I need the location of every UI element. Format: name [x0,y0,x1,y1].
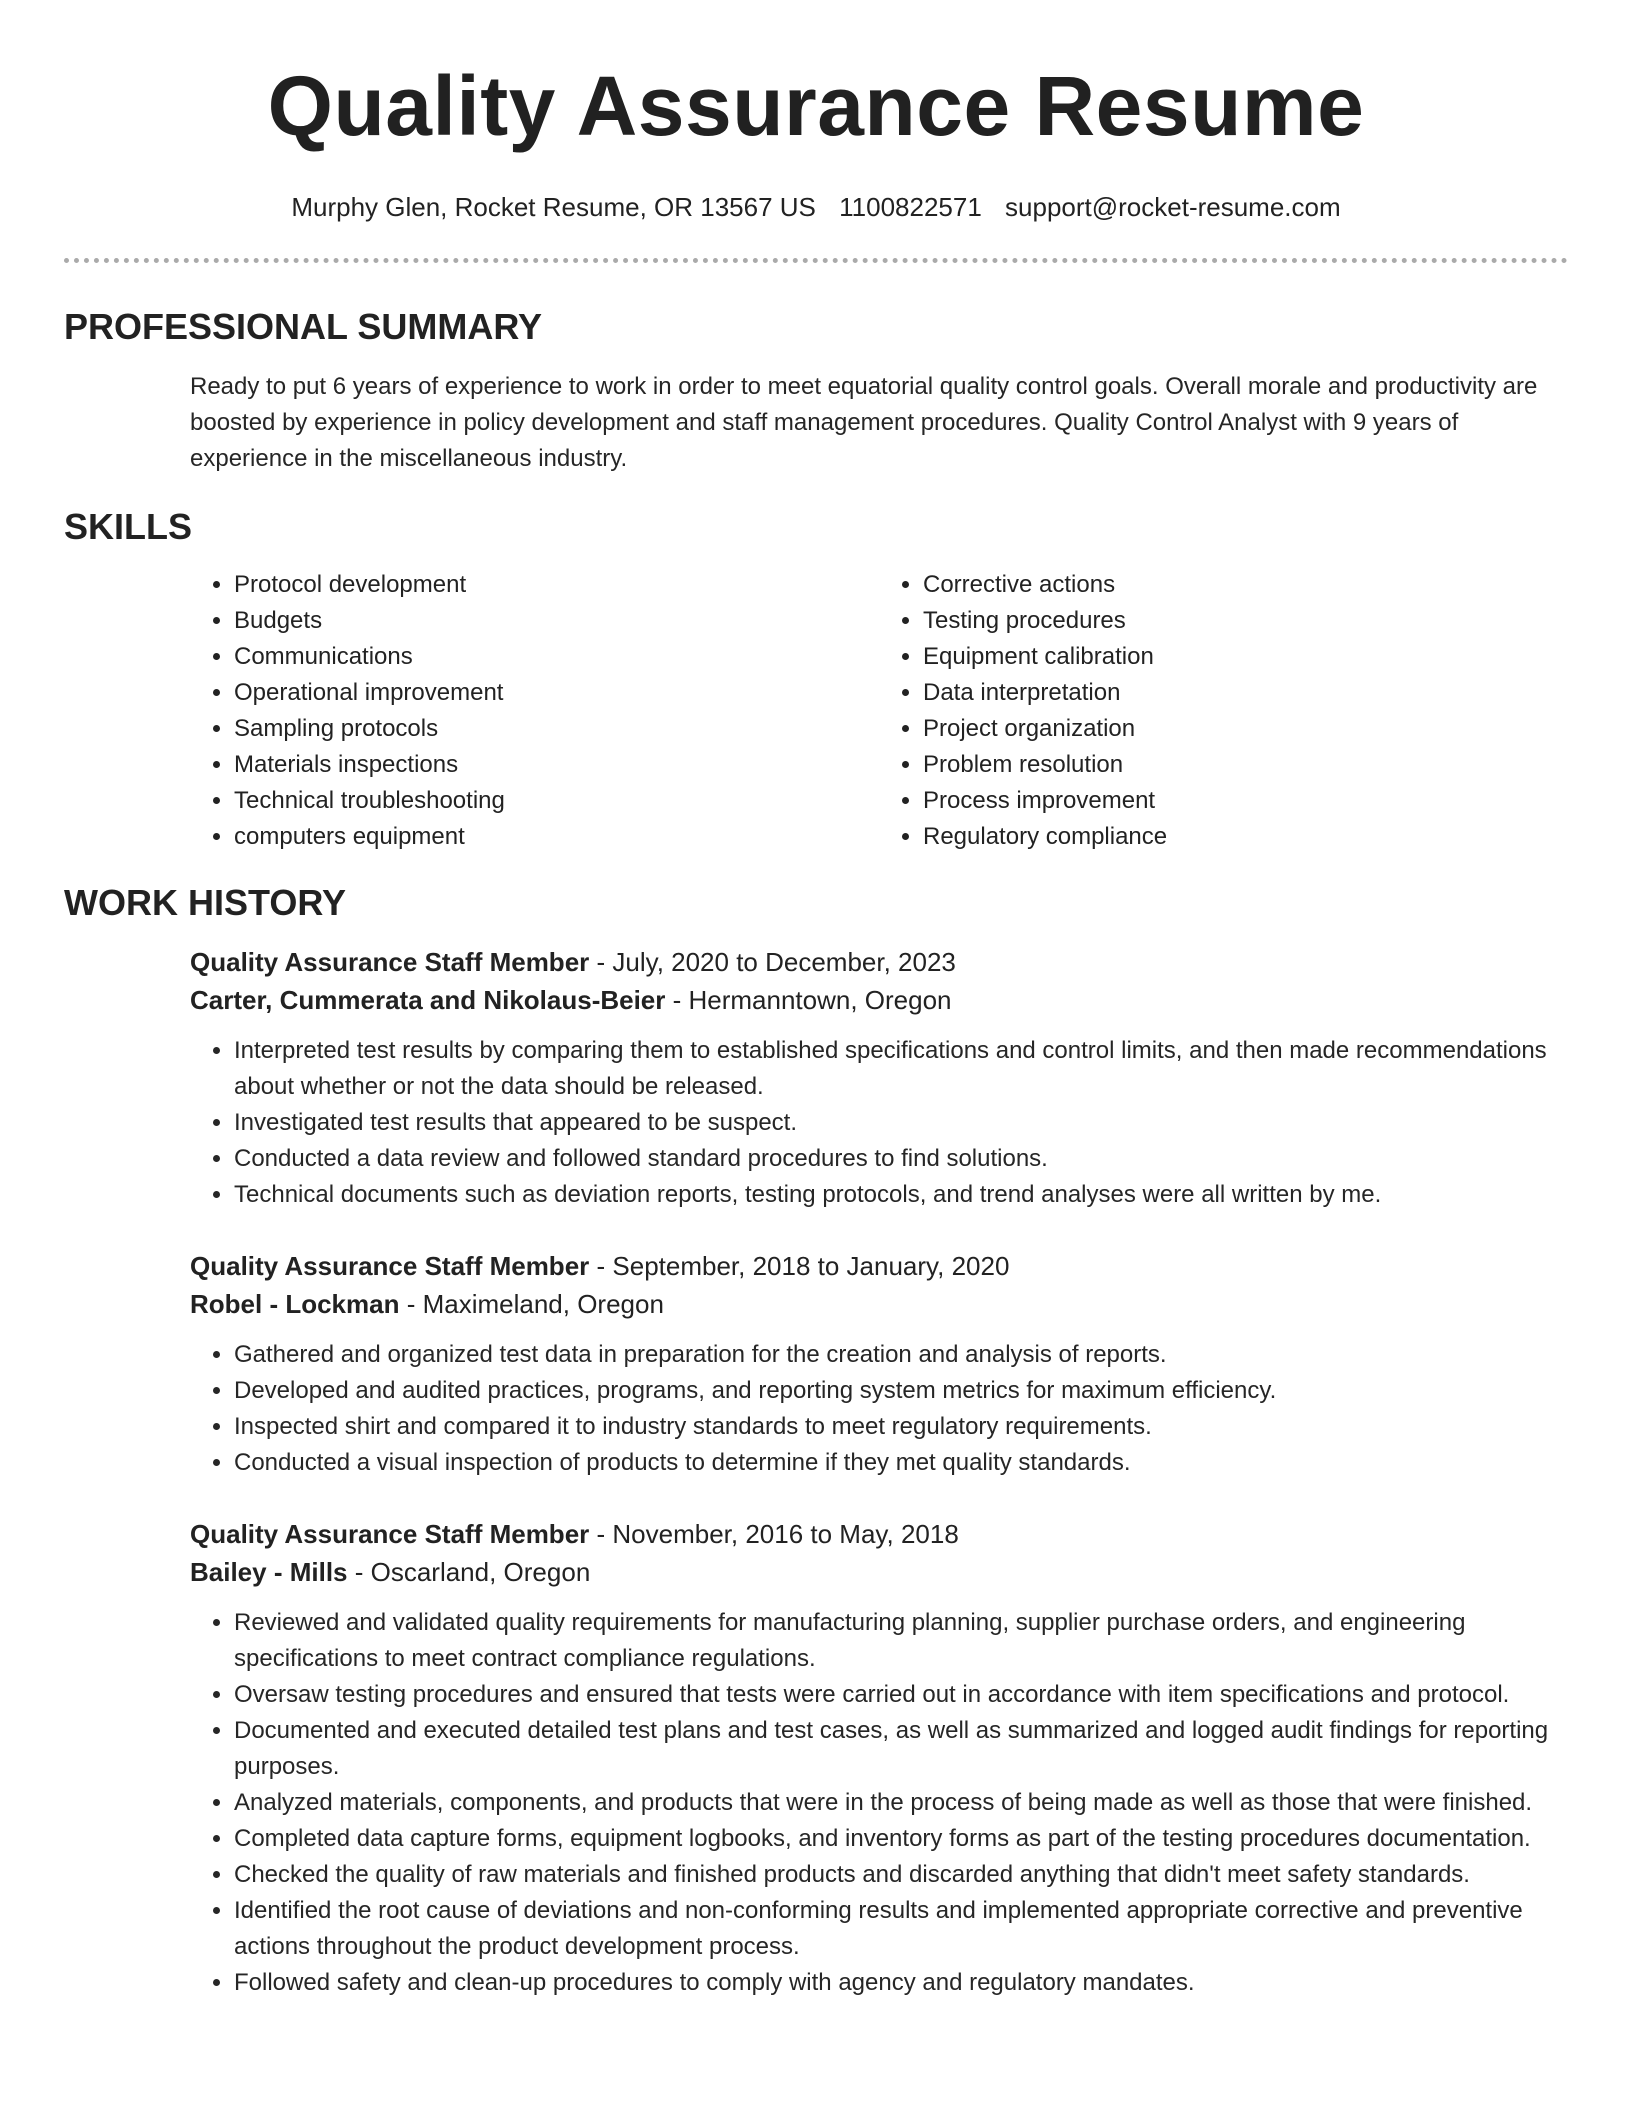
job-bullet: • Followed safety and clean-up procedures to comply with agency and regulatory mandates. [234,1965,1568,2001]
job-bullet-list [190,1033,1568,1213]
job-bullet: • Developed and audited practices, programs, and reporting system metrics for maximum efficiency. [234,1373,1568,1409]
skill-item: • Data interpretation [923,675,1568,711]
contact-phone: 1100822571 [839,192,982,222]
summary-text: Ready to put 6 years of experience to work in order to meet equatorial quality control goals. Overall morale and productivity are boosted by experience in policy development and staff management procedures. Quality Control Analyst with 9 years of experience in the miscellaneous industry. [190,373,1538,472]
job-company-line [190,1285,1568,1323]
skills-columns [190,567,1568,855]
job-bullet: • Oversaw testing procedures and ensured that tests were carried out in accordance with item specifications and protocol. [234,1677,1568,1713]
job-company-line [190,981,1568,1019]
job-title-line [190,1247,1568,1285]
skill-item: • Corrective actions [923,567,1568,603]
job-bullet: • Conducted a data review and followed standard procedures to find solutions. [234,1141,1568,1177]
job-company: Robel - Lockman [190,1289,400,1319]
job-bullet: • Investigated test results that appeared to be suspect. [234,1105,1568,1141]
job-entry [190,1515,1568,2001]
job-dates: - July, 2020 to December, 2023 [589,947,956,977]
skills-list-right [879,567,1568,855]
job-bullet: • Identified the root cause of deviations and non-conforming results and implemented appropriate corrective and preventive actions throughout the product development process. [234,1893,1568,1965]
job-title: Quality Assurance Staff Member [190,947,590,977]
skill-item: • computers equipment [234,819,879,855]
job-company: Bailey - Mills [190,1557,348,1587]
contact-address: Murphy Glen, Rocket Resume, OR 13567 US [291,192,816,222]
skill-item: • Communications [234,639,879,675]
job-location: - Oscarland, Oregon [347,1557,591,1587]
section-heading-summary: PROFESSIONAL SUMMARY [64,306,543,347]
job-location: - Hermanntown, Oregon [665,985,952,1015]
job-dates: - November, 2016 to May, 2018 [589,1519,959,1549]
professional-summary-section [64,305,1568,477]
work-history-section [64,881,1568,2001]
job-bullet-list [190,1605,1568,2001]
job-bullet-list [190,1337,1568,1481]
job-title: Quality Assurance Staff Member [190,1519,590,1549]
job-title-line [190,943,1568,981]
job-bullet: • Reviewed and validated quality requirements for manufacturing planning, supplier purchase orders, and engineering specifications to meet contract compliance regulations. [234,1605,1568,1677]
skill-item: • Equipment calibration [923,639,1568,675]
job-company: Carter, Cummerata and Nikolaus-Beier [190,985,666,1015]
section-heading-work: WORK HISTORY [64,882,347,923]
skill-item: • Materials inspections [234,747,879,783]
contact-email: support@rocket-resume.com [1005,192,1341,222]
job-title-line [190,1515,1568,1553]
job-bullet: • Checked the quality of raw materials and finished products and discarded anything that didn't meet safety standards. [234,1857,1568,1893]
skill-item: • Technical troubleshooting [234,783,879,819]
job-bullet: • Conducted a visual inspection of products to determine if they met quality standards. [234,1445,1568,1481]
page-title: Quality Assurance Resume [267,59,1365,153]
job-entry [190,943,1568,1213]
job-bullet: • Documented and executed detailed test plans and test cases, as well as summarized and logged audit findings for reporting purposes. [234,1713,1568,1785]
skill-item: • Process improvement [923,783,1568,819]
job-bullet: • Interpreted test results by comparing them to established specifications and control limits, and then made recommendations about whether or not the data should be released. [234,1033,1568,1105]
job-bullet: • Completed data capture forms, equipment logbooks, and inventory forms as part of the testing procedures documentation. [234,1821,1568,1857]
resume-header [64,0,1568,224]
skill-item: • Sampling protocols [234,711,879,747]
skill-item: • Testing procedures [923,603,1568,639]
section-heading-skills: SKILLS [64,506,193,547]
job-location: - Maximeland, Oregon [399,1289,664,1319]
skill-item: • Project organization [923,711,1568,747]
job-bullet: • Technical documents such as deviation reports, testing protocols, and trend analyses were all written by me. [234,1177,1568,1213]
contact-line [64,190,1568,224]
skill-item: • Protocol development [234,567,879,603]
skill-item: • Regulatory compliance [923,819,1568,855]
job-title: Quality Assurance Staff Member [190,1251,590,1281]
skills-section [64,505,1568,855]
header-divider [64,258,1568,263]
job-bullet: • Analyzed materials, components, and products that were in the process of being made as well as those that were finished. [234,1785,1568,1821]
skill-item: • Budgets [234,603,879,639]
job-bullet: • Gathered and organized test data in preparation for the creation and analysis of reports. [234,1337,1568,1373]
job-dates: - September, 2018 to January, 2020 [589,1251,1010,1281]
skills-list-left [190,567,879,855]
job-entry [190,1247,1568,1481]
skill-item: • Problem resolution [923,747,1568,783]
job-bullet: • Inspected shirt and compared it to industry standards to meet regulatory requirements. [234,1409,1568,1445]
job-company-line [190,1553,1568,1591]
skill-item: • Operational improvement [234,675,879,711]
